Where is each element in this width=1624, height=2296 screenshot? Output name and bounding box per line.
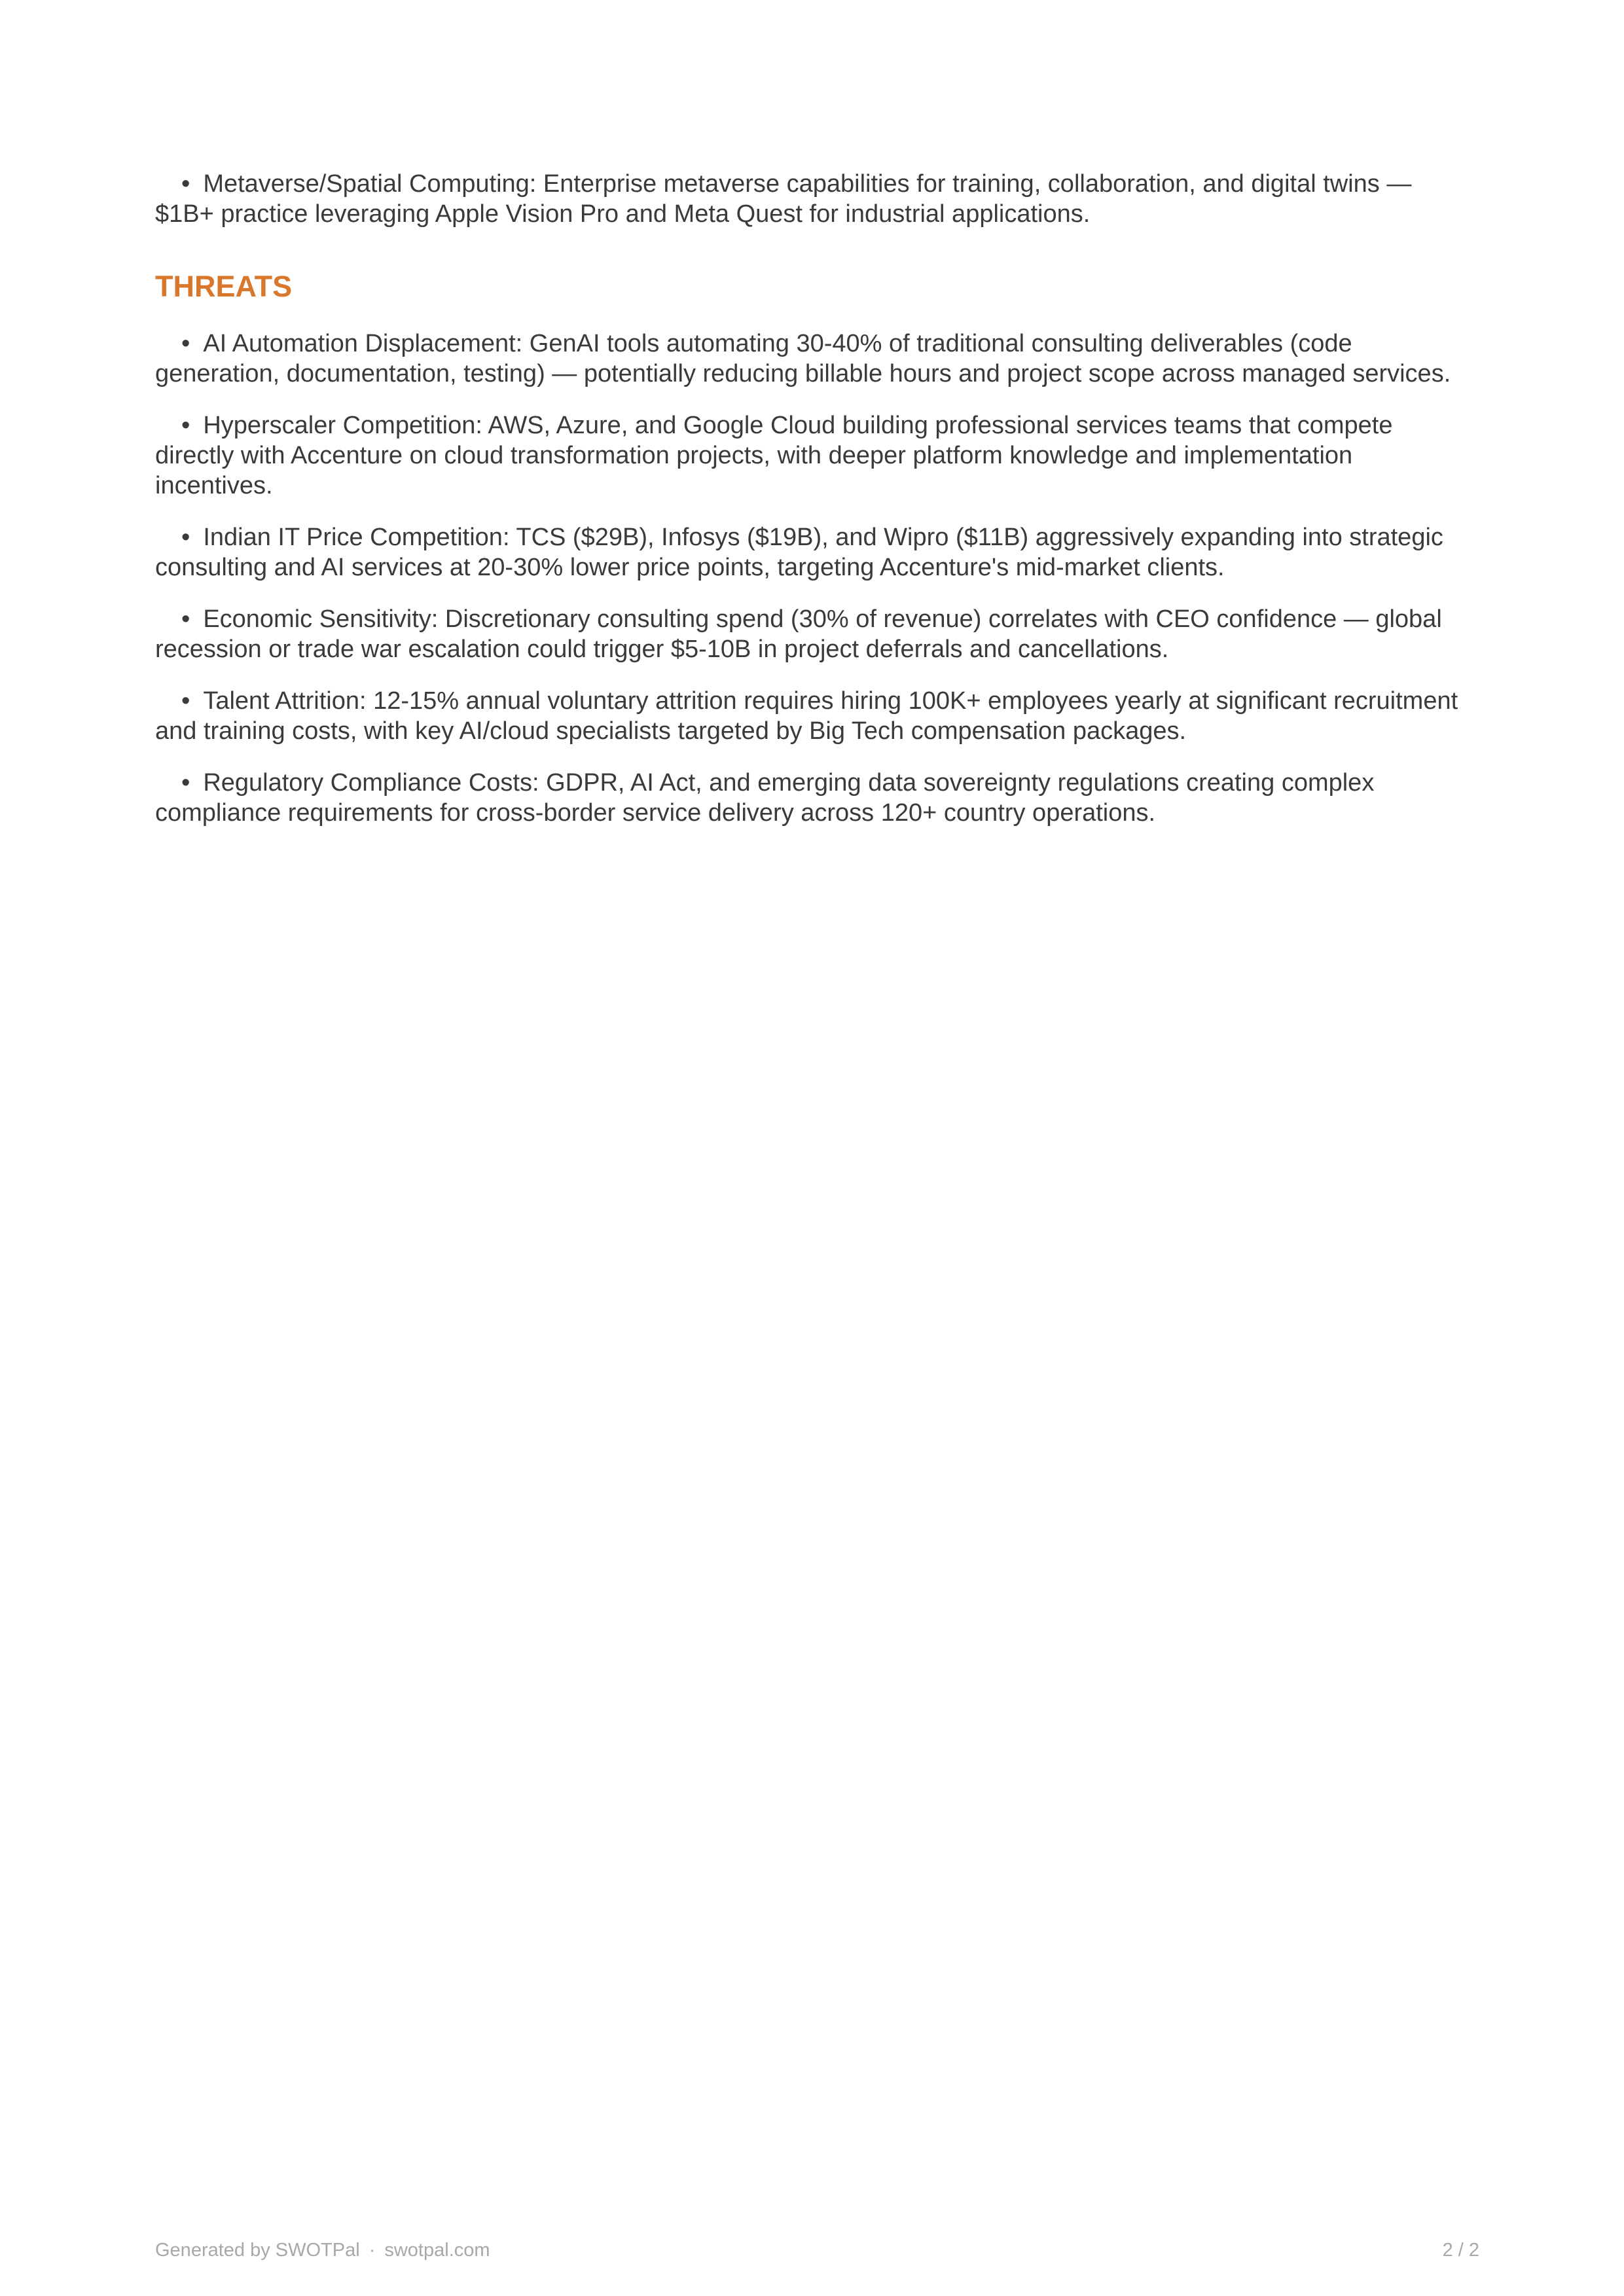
opportunity-item-text: Metaverse/Spatial Computing: Enterprise metaverse capabilities for training, collaboration, and digital twins — $1B+ practice leveraging Apple Vision Pro and Meta Quest for industrial applications. [155,170,1412,228]
bullet-glyph: • [181,605,190,633]
bullet-glyph: • [181,687,190,715]
threat-item [155,604,1471,664]
opportunity-item [155,169,1471,229]
bullet-glyph: • [181,769,190,797]
threat-item [155,410,1471,501]
bullet-glyph: • [181,412,190,439]
bullet-glyph: • [181,170,190,198]
threats-heading: THREATS [155,270,293,303]
threat-item-text: Talent Attrition: 12-15% annual voluntary attrition requires hiring 100K+ employees yearly at significant recruitment and training costs, with key AI/cloud specialists targeted by Big Tech compensation packages. [155,687,1458,745]
threat-item-text: Regulatory Compliance Costs: GDPR, AI Act, and emerging data sovereignty regulations creating complex compliance requirements for cross-border service delivery across 120+ country operations. [155,769,1375,827]
bullet-glyph: • [181,330,190,357]
threat-item-text: Economic Sensitivity: Discretionary consulting spend (30% of revenue) correlates with CEO confidence — global recession or trade war escalation could trigger $5-10B in project deferrals and cancellations. [155,605,1442,663]
document-content [155,169,1471,850]
threat-item [155,522,1471,583]
footer-left [155,2240,490,2261]
threat-item-text: AI Automation Displacement: GenAI tools automating 30-40% of traditional consulting deliverables (code generation, documentation, testing) — potentially reducing billable hours and project scope across managed services. [155,330,1451,387]
threats-list [155,329,1471,828]
threat-item [155,329,1471,389]
footer-site-link[interactable]: swotpal.com [384,2240,490,2261]
threat-item-text: Hyperscaler Competition: AWS, Azure, and Google Cloud building professional services teams that compete directly with Accenture on cloud transformation projects, with deeper platform knowledge and implementation incentives. [155,412,1393,499]
footer-generated-by: Generated by SWOTPal [155,2240,360,2261]
threat-item [155,768,1471,828]
footer-separator: · [369,2240,376,2261]
threat-item [155,686,1471,746]
page-number: 2 / 2 [1442,2240,1479,2261]
page-footer [155,2240,1479,2261]
bullet-glyph: • [181,524,190,551]
threat-item-text: Indian IT Price Competition: TCS ($29B), Infosys ($19B), and Wipro ($11B) aggressively expanding into strategic consulting and AI services at 20-30% lower price points, targeting Accenture's mid-market clients. [155,524,1443,581]
